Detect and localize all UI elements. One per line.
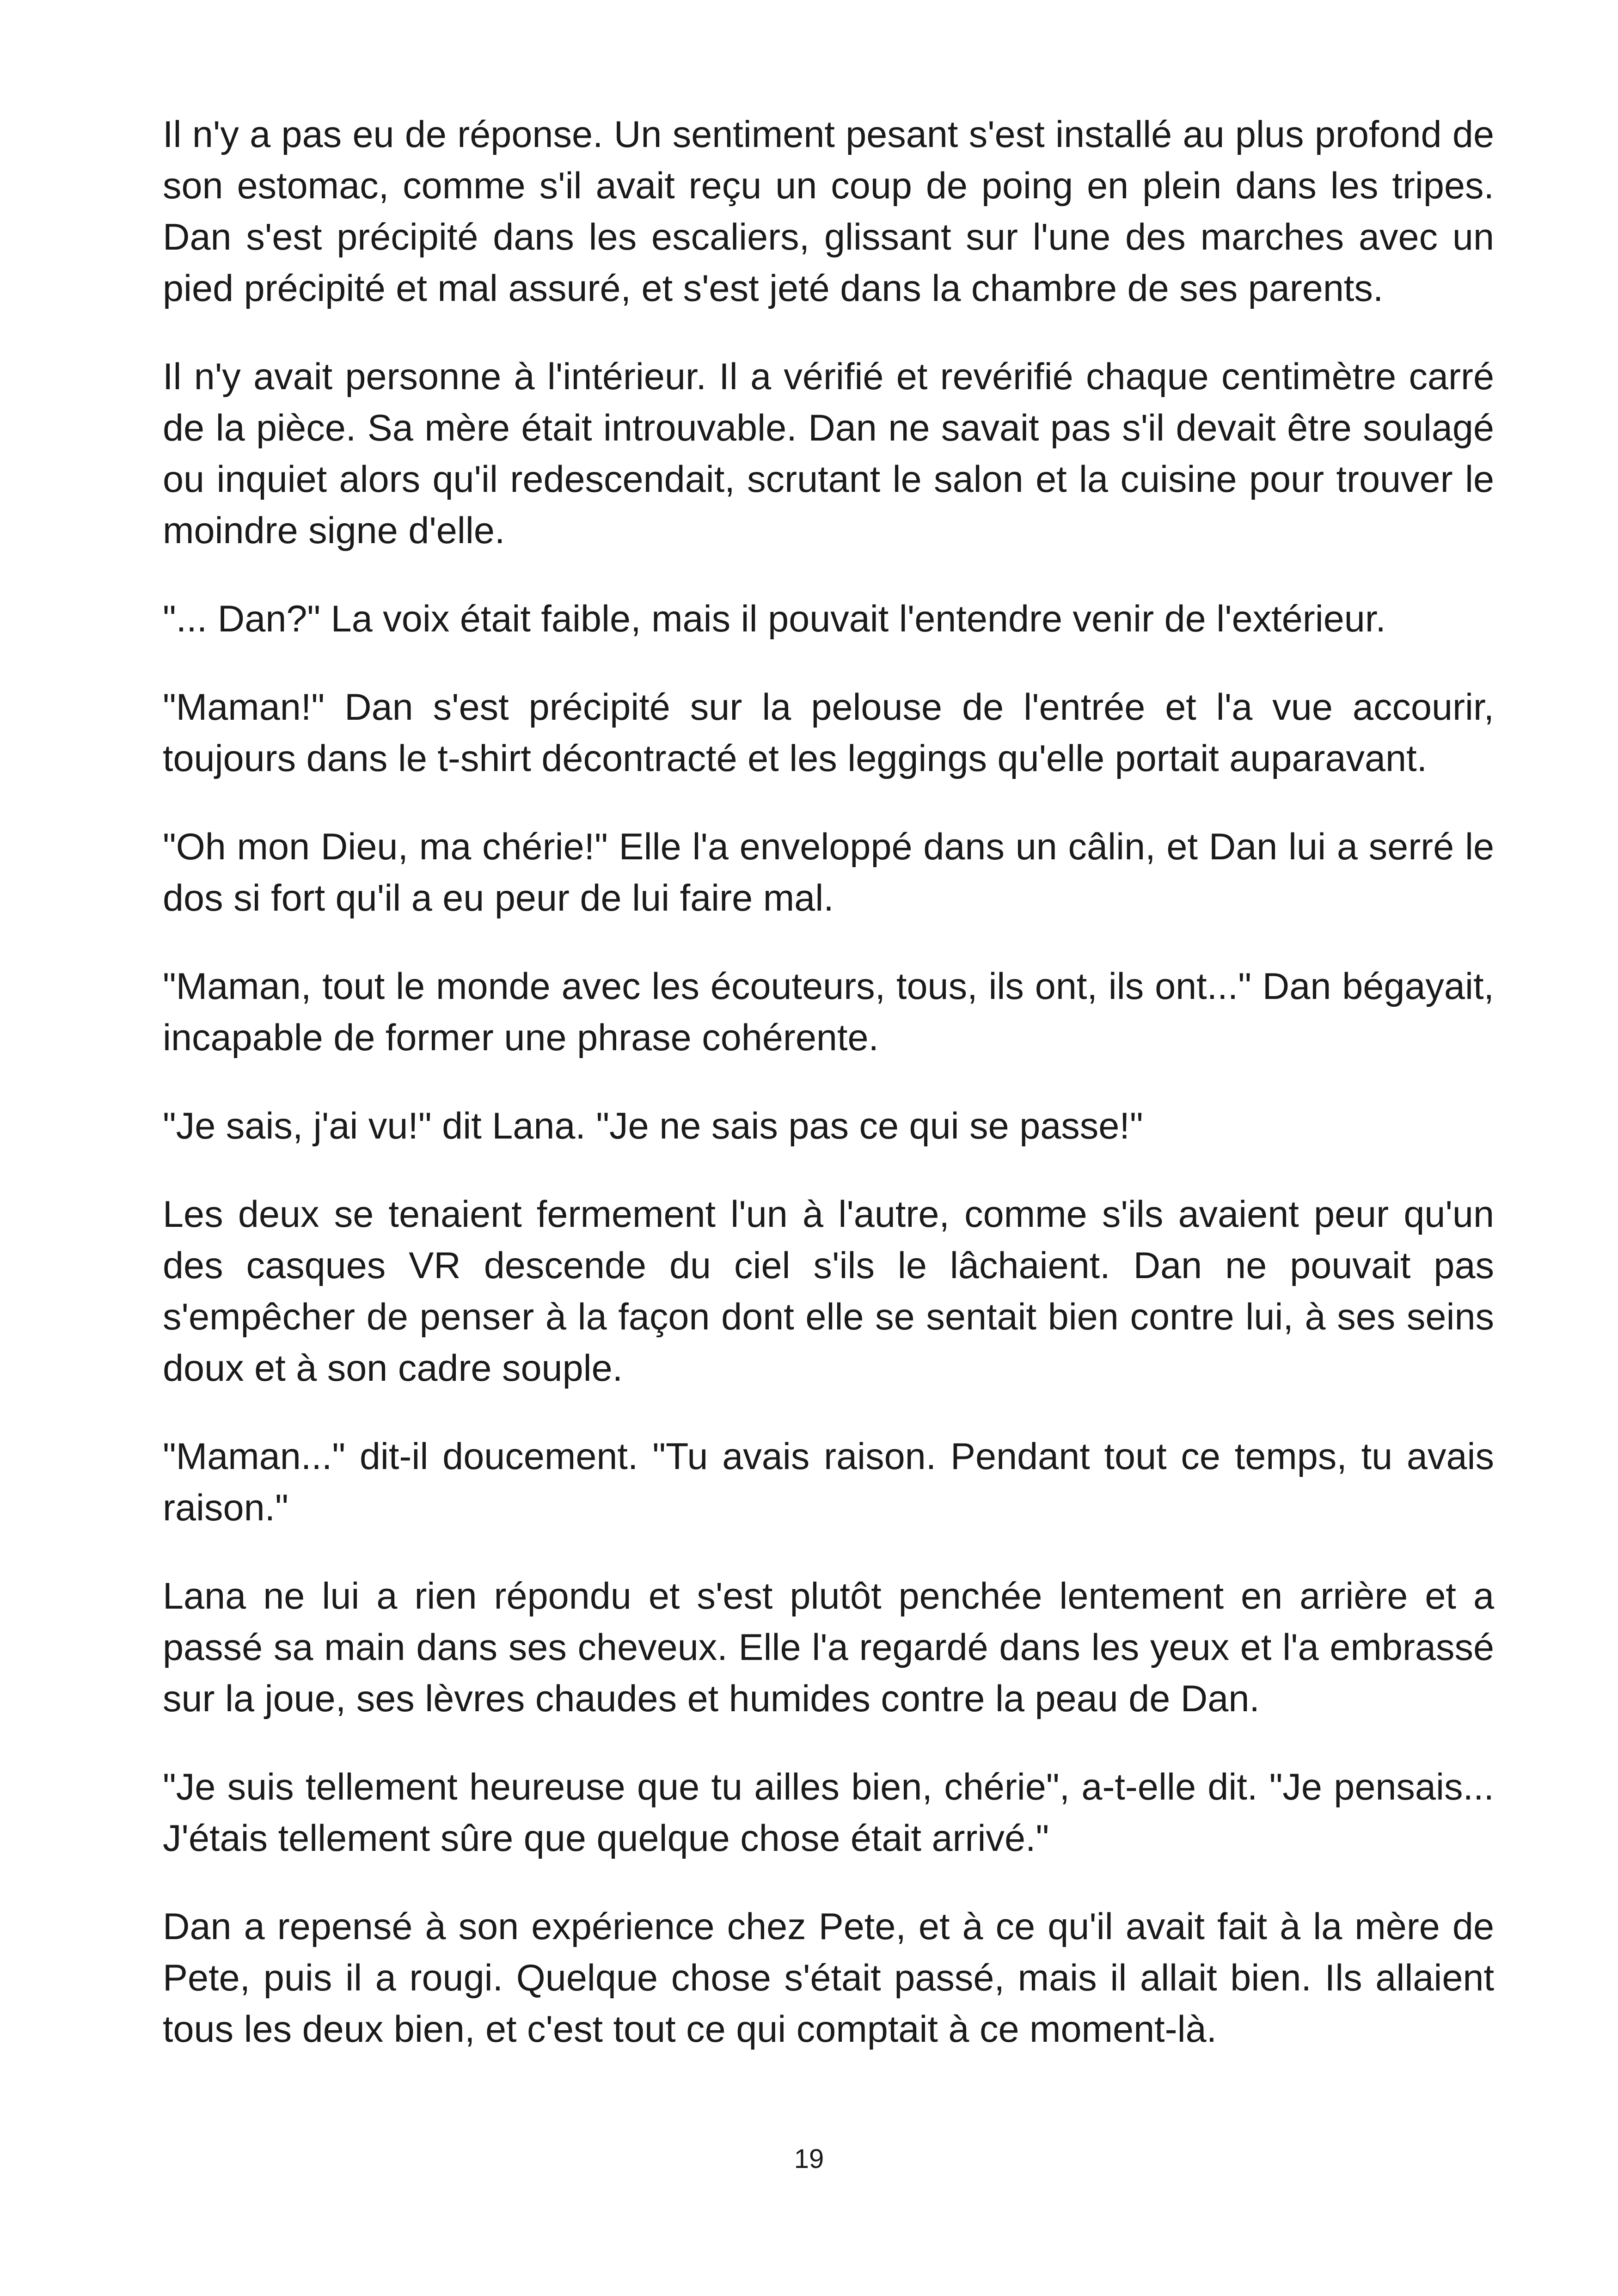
- page-number: 19: [794, 2144, 824, 2174]
- paragraph-8: Les deux se tenaient fermement l'un à l'autre, comme s'ils avaient peur qu'un des casques VR descende du ciel s'ils le lâchaient. Dan ne pouvait pas s'empêcher de penser à la façon dont elle se sentait bien contre lui, à ses seins doux et à son cadre souple.: [163, 1194, 1494, 1389]
- paragraph-1: Il n'y a pas eu de réponse. Un sentiment pesant s'est installé au plus profond de son estomac, comme s'il avait reçu un coup de poing en plein dans les tripes. Dan s'est précipité dans les escaliers, glissant sur l'une des marches avec un pied précipité et mal assuré, et s'est jeté dans la chambre de ses parents.: [163, 114, 1494, 309]
- paragraph-12: Dan a repensé à son expérience chez Pete, et à ce qu'il avait fait à la mère de Pete, puis il a rougi. Quelque chose s'était passé, mais il allait bien. Ils allaient tous les deux bien, et c'est tout ce qui comptait à ce moment-là.: [163, 1906, 1494, 2050]
- paragraph-5: "Oh mon Dieu, ma chérie!" Elle l'a enveloppé dans un câlin, et Dan lui a serré le dos si fort qu'il a eu peur de lui faire mal.: [163, 826, 1494, 919]
- paragraph-4: "Maman!" Dan s'est précipité sur la pelouse de l'entrée et l'a vue accourir, toujours dans le t-shirt décontracté et les leggings qu'elle portait auparavant.: [163, 686, 1494, 779]
- paragraph-9: "Maman..." dit-il doucement. "Tu avais raison. Pendant tout ce temps, tu avais raison.": [163, 1436, 1494, 1529]
- paragraph-7: "Je sais, j'ai vu!" dit Lana. "Je ne sais pas ce qui se passe!": [163, 1105, 1143, 1147]
- body-text: [163, 109, 1494, 2092]
- paragraph-3: "... Dan?" La voix était faible, mais il pouvait l'entendre venir de l'extérieur.: [163, 598, 1386, 640]
- paragraph-11: "Je suis tellement heureuse que tu ailles bien, chérie", a-t-elle dit. "Je pensais... J'étais tellement sûre que quelque chose était arrivé.": [163, 1766, 1494, 1859]
- paragraph-6: "Maman, tout le monde avec les écouteurs, tous, ils ont, ils ont..." Dan bégayait, incapable de former une phrase cohérente.: [163, 966, 1494, 1059]
- paragraph-10: Lana ne lui a rien répondu et s'est plutôt penchée lentement en arrière et a passé sa main dans ses cheveux. Elle l'a regardé dans les yeux et l'a embrassé sur la joue, ses lèvres chaudes et humides contre la peau de Dan.: [163, 1575, 1494, 1720]
- paragraph-2: Il n'y avait personne à l'intérieur. Il a vérifié et revérifié chaque centimètre carré de la pièce. Sa mère était introuvable. Dan ne savait pas s'il devait être soulagé ou inquiet alors qu'il redescendait, scrutant le salon et la cuisine pour trouver le moindre signe d'elle.: [163, 356, 1494, 551]
